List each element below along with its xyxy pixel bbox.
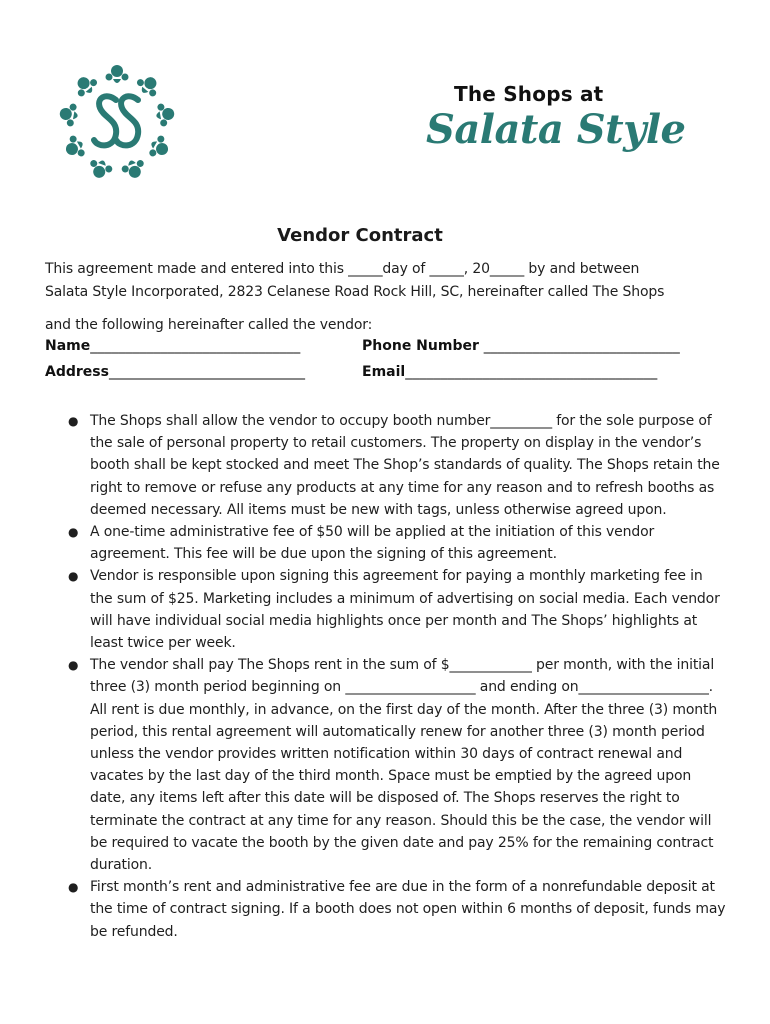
field-row-2 bbox=[45, 364, 725, 388]
phone-label: Phone Number bbox=[362, 338, 484, 354]
term-text: The vendor shall pay The Shops rent in the sum of $____________ per month, with the initial three (3) month period beginning on ___________________ and ending on___________________. All rent is due monthly, in advance, on the first day of the month. After the three (3) month period, this rental agreement will automatically renew for another three (3) month period unless the vendor provides written notification within 30 days of contract renewal and vacates by the last day of the third month. Space must be emptied by the agreed upon date, any items left after this date will be disposed of. The Shops reserves the right to terminate the contract at any time for any reason. Should this be the case, the vendor will be required to vacate the booth by the given date and pay 25% for the remaining contract duration. bbox=[90, 657, 718, 874]
bullet-icon: ● bbox=[68, 525, 79, 540]
term-item bbox=[68, 654, 728, 876]
term-item bbox=[68, 521, 728, 565]
name-blank: ______________________________ bbox=[90, 338, 301, 354]
intro-paragraph bbox=[45, 258, 735, 337]
term-text: A one-time administrative fee of $50 will be applied at the initiation of this vendor agreement. This fee will be due upon the signing of this agreement. bbox=[90, 524, 655, 563]
address-blank: ____________________________ bbox=[108, 364, 305, 380]
term-text: The Shops shall allow the vendor to occupy booth number_________ for the sole purpose of the sale of personal property to retail customers. The property on display in the vendor’s booth shall be kept stocked and meet The Shop’s standards of quality. The Shops retain the right to remove or refuse any products at any time for any reason and to refresh booths as deemed necessary. All items must be new with tags, unless otherwise agreed upon. bbox=[90, 413, 720, 518]
intro-line-2: Salata Style Incorporated, 2823 Celanese Road Rock Hill, SC, hereinafter called The Shops bbox=[45, 283, 665, 300]
document-title: Vendor Contract bbox=[277, 225, 443, 246]
monogram-ss bbox=[94, 96, 138, 145]
phone-field[interactable] bbox=[362, 338, 680, 354]
bullet-icon: ● bbox=[68, 414, 79, 428]
brand-line-1: The Shops at bbox=[454, 82, 604, 106]
term-text: First month’s rent and administrative fee are due in the form of a nonrefundable deposit at the time of contract signing. If a booth does not open within 6 months of deposit, funds may be refunded. bbox=[90, 879, 726, 940]
term-item bbox=[68, 410, 728, 521]
name-field[interactable] bbox=[45, 338, 300, 354]
bullet-icon: ● bbox=[68, 880, 79, 895]
bullet-icon: ● bbox=[68, 569, 79, 584]
email-blank: ____________________________________ bbox=[405, 364, 658, 380]
intro-line-3: and the following hereinafter called the vendor: bbox=[45, 317, 373, 333]
term-item bbox=[68, 876, 728, 943]
intro-line-1: This agreement made and entered into this _____day of _____, 20_____ by and between bbox=[45, 261, 640, 277]
term-text: Vendor is responsible upon signing this agreement for paying a monthly marketing fee in the sum of $25. Marketing includes a minimum of advertising on social media. Each vendor will have individual social media highlights once per month and The Shops’ highlights at least twice per week. bbox=[90, 568, 720, 652]
address-label: Address bbox=[45, 364, 109, 380]
bullet-icon: ● bbox=[68, 658, 79, 673]
terms-list bbox=[68, 410, 728, 943]
brand-line-2: Salata Style bbox=[426, 106, 686, 153]
field-row-1 bbox=[45, 338, 725, 362]
phone-blank: ____________________________ bbox=[483, 338, 680, 354]
name-label: Name bbox=[45, 338, 91, 354]
email-field[interactable] bbox=[362, 364, 657, 380]
email-label: Email bbox=[362, 364, 406, 380]
address-field[interactable] bbox=[45, 364, 305, 380]
brand-logo bbox=[424, 80, 686, 170]
monogram-logo bbox=[52, 62, 182, 184]
term-item bbox=[68, 565, 728, 654]
